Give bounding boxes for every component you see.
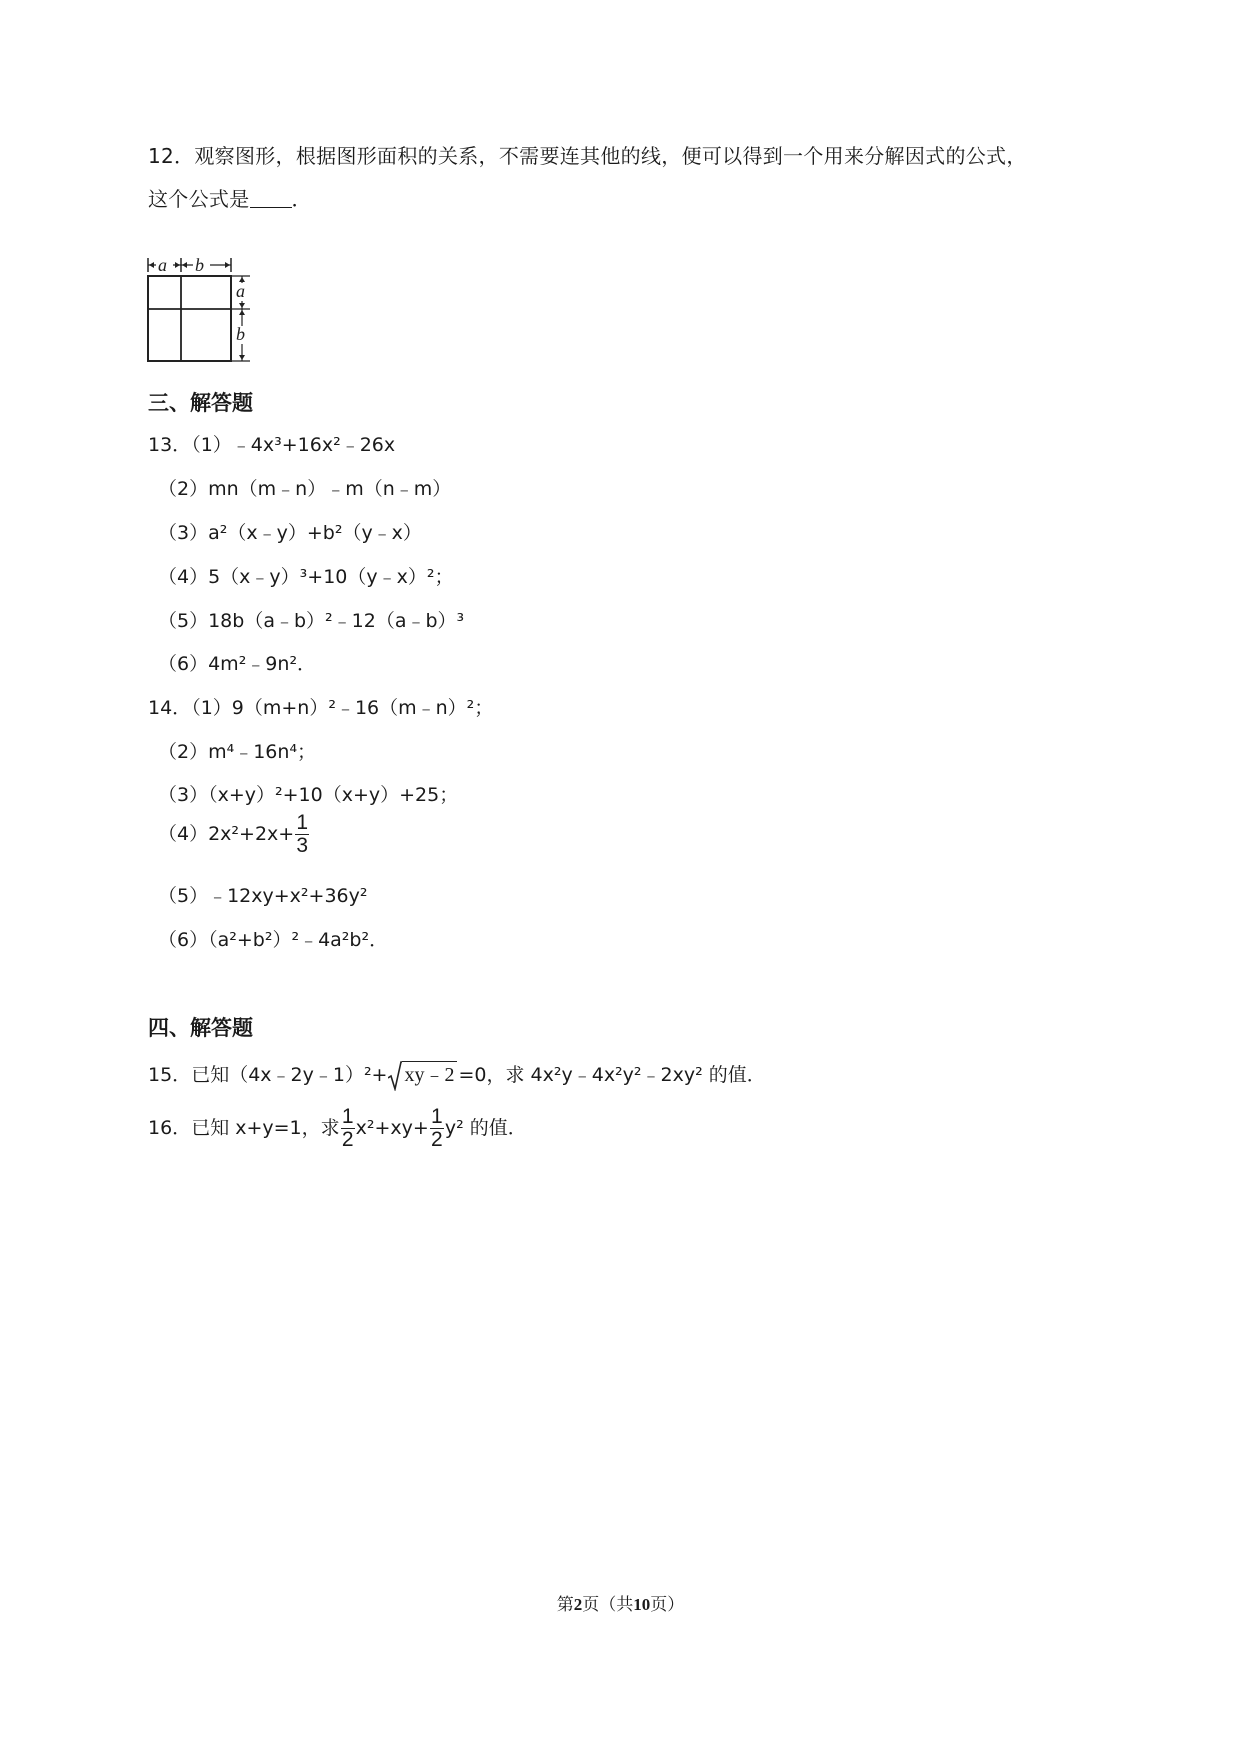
q14-item-5: （5）﹣12xy+x²+36y²	[158, 885, 368, 907]
q13-item-5: （5）18b（a﹣b）²﹣12（a﹣b）³	[158, 610, 465, 632]
q14-item-3: （3）（x+y）²+10（x+y）+25；	[158, 784, 459, 806]
q13-item-1: 13．（1）﹣4x³+16x²﹣26x	[148, 434, 396, 456]
answer-blank	[250, 189, 292, 208]
page-footer: 第2页（共10页）	[556, 1595, 685, 1615]
section-heading-3: 三、解答题	[148, 391, 253, 415]
top-label-b: b	[195, 255, 204, 275]
q14-item-6: （6）（a²+b²）²﹣4a²b²．	[158, 929, 389, 951]
q14-item-4: （4）2x²+2x+ $\frac{1}{3}$	[158, 811, 309, 857]
q12-text-line2: 这个公式是 ．	[148, 187, 312, 211]
section-heading-4: 四、解答题	[148, 1016, 253, 1040]
side-label-a: a	[236, 281, 245, 301]
fraction-one-third: $\frac{1}{3}$	[296, 811, 309, 857]
q13-item-4: （4）5（x﹣y）³+10（y﹣x）²；	[158, 566, 454, 588]
q13-item-6: （6）4m²﹣9n²．	[158, 653, 317, 675]
q13-item-2: （2）mn（m﹣n）﹣m（n﹣m）	[158, 478, 452, 500]
q16-text: 16．已知 x+y=1，求 $\frac{1}{2}$ x²+xy+ $\frac{1}{2}$ y² 的值．	[148, 1105, 527, 1151]
side-label-b: b	[236, 324, 245, 344]
q14-item-1: 14．（1）9（m+n）²﹣16（m﹣n）²；	[148, 697, 494, 719]
q13-number: 13．	[148, 434, 192, 456]
q14-number: 14．	[148, 697, 192, 719]
area-diagram	[146, 254, 266, 370]
fraction-one-half-2: $\frac{1}{2}$	[431, 1105, 443, 1151]
q13-item-3: （3）a²（x﹣y）+b²（y﹣x）	[158, 522, 422, 544]
top-label-a: a	[158, 255, 167, 275]
fraction-one-half: $\frac{1}{2}$	[341, 1105, 354, 1151]
square-root: xy﹣2	[388, 1061, 457, 1091]
q14-item-2: （2）m⁴﹣16n⁴；	[158, 741, 317, 763]
q12-text-line1: 12．观察图形，根据图形面积的关系，不需要连其他的线，便可以得到一个用来分解因式的公式，	[148, 144, 1027, 168]
q15-text: 15．已知（4x﹣2y﹣1）²+ xy﹣2 =0，求 4x²y﹣4x²y²﹣2xy² 的值．	[148, 1058, 766, 1092]
